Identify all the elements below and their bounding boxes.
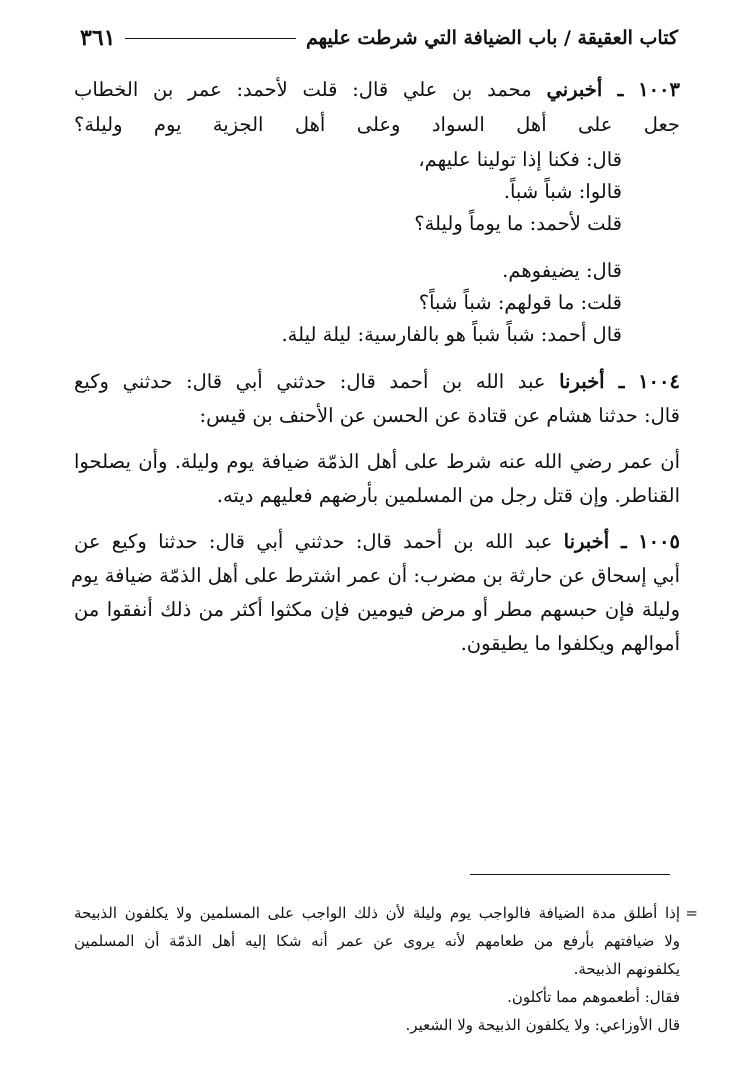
entry-lead: ـ أخبرني xyxy=(546,78,624,101)
footnote-rule xyxy=(470,874,670,875)
entry-text: عبد الله بن أحمد قال: حدثني أبي قال: حدثني وكيع xyxy=(74,370,546,393)
running-header xyxy=(80,22,678,54)
entry-text: عبد الله بن أحمد قال: حدثني أبي قال: حدثنا وكيع عن xyxy=(74,530,553,553)
footnote-line-1 xyxy=(74,904,698,923)
entry-1003-line-5: قلت لأحمد: ما يوماً وليلة؟ xyxy=(414,212,622,235)
entry-1003-line-1 xyxy=(74,78,680,102)
entry-1003-line-4: قالوا: شباً شباً. xyxy=(503,180,622,203)
page-number: ٣٦١ xyxy=(80,25,116,51)
entry-1004-line-4: القناطر. وإن قتل رجل من المسلمين بأرضهم فعليهم ديته. xyxy=(216,484,680,507)
footnote-continuation-marker: = xyxy=(685,904,698,922)
footnote-line-4: فقال: أطعموهم مما تأكلون. xyxy=(507,988,680,1006)
entry-1005-line-2: أبي إسحاق عن حارثة بن مضرب: أن عمر اشترط على أهل الذمّة ضيافة يوم xyxy=(70,564,680,587)
entry-1003-line-6: قال: يضيفوهم. xyxy=(502,259,622,282)
entry-lead: ـ أخبرنا xyxy=(563,530,627,553)
entry-1004-line-2: قال: حدثنا هشام عن قتادة عن الحسن عن الأحنف بن قيس: xyxy=(199,404,680,427)
header-title: كتاب العقيقة / باب الضيافة التي شرطت عليهم xyxy=(306,27,678,49)
entry-number: ١٠٠٤ xyxy=(638,370,680,393)
footnote-text: إذا أطلق مدة الضيافة فالواجب يوم وليلة لأن ذلك الواجب على المسلمين ولا يكلفون الذبيحة xyxy=(74,904,680,922)
entry-text: محمد بن علي قال: قلت لأحمد: عمر بن الخطاب xyxy=(74,78,532,101)
entry-number: ١٠٠٥ xyxy=(638,530,681,553)
entry-lead: ـ أخبرنا xyxy=(559,370,625,393)
footnote-line-3: يكلفونهم الذبيحة. xyxy=(573,960,680,978)
entry-1005-line-1 xyxy=(74,530,680,554)
header-rule xyxy=(125,38,296,39)
footnote-line-2: ولا ضيافتهم بأرفع من طعامهم لأنه يروى عن عمر أنه شكا إليه أهل الذمّة أن المسلمين xyxy=(74,932,680,950)
entry-1003-line-2: جعل على أهل السواد وعلى أهل الجزية يوم وليلة؟ xyxy=(74,113,680,136)
entry-1003-line-8: قال أحمد: شباً شباً هو بالفارسية: ليلة ليلة. xyxy=(281,323,622,346)
entry-1005-line-3: وليلة فإن حبسهم مطر أو مرض فيومين فإن مكثوا أكثر من ذلك أنفقوا من xyxy=(74,598,680,621)
entry-1004-line-3: أن عمر رضي الله عنه شرط على أهل الذمّة ضيافة يوم وليلة. وأن يصلحوا xyxy=(74,450,680,473)
entry-1005-line-4: أموالهم ويكلفوا ما يطيقون. xyxy=(460,632,680,655)
entry-1004-line-1 xyxy=(74,370,680,394)
entry-1003-line-7: قلت: ما قولهم: شباً شباً؟ xyxy=(418,291,622,314)
entry-1003-line-3: قال: فكنا إذا تولينا عليهم، xyxy=(418,148,622,171)
footnote-line-5: قال الأوزاعي: ولا يكلفون الذبيحة ولا الشعير. xyxy=(405,1016,680,1034)
entry-number: ١٠٠٣ xyxy=(638,78,681,101)
